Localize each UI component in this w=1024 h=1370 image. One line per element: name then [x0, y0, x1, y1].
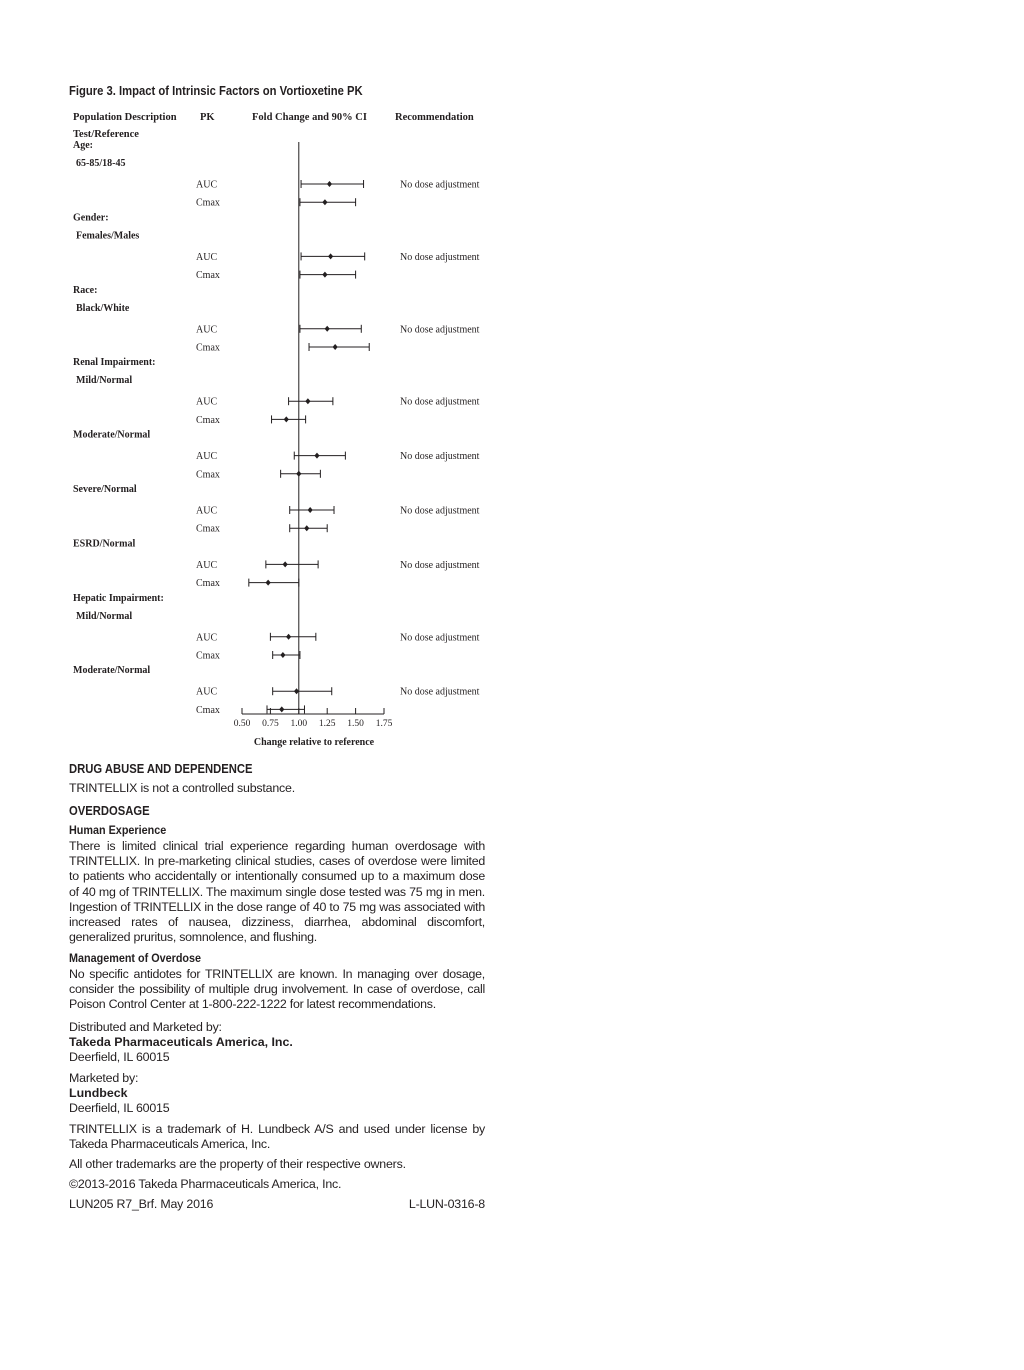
x-axis-label: Change relative to reference: [253, 737, 375, 748]
pk-label: Cmax: [196, 523, 220, 535]
point-estimate: [314, 453, 319, 459]
x-tick-label: 1.75: [375, 719, 393, 729]
point-estimate: [286, 634, 291, 640]
pk-label: Cmax: [196, 342, 220, 354]
marketer-company: Lundbeck: [69, 1086, 128, 1100]
pk-label: AUC: [196, 324, 218, 336]
recommendation-label: No dose adjustment: [400, 686, 480, 698]
overdosage-heading: OVERDOSAGE: [69, 804, 150, 818]
human-experience-heading: Human Experience: [69, 823, 167, 837]
human-experience-text: There is limited clinical trial experience regarding human overdosage with TRINTELLIX. In pre-marketing clinical studies, cases of overdose were limited to patients who accidentally or intentionally consumed up to a maximum dose of 40 mg of TRINTELLIX. The maximum single dose tested was 75 mg in men. Ingestion of TRINTELLIX in the dose range of 40 to 75 mg was associated with increased rates of nausea, dizziness, diarrhea, abdominal discomfort, generalized pruritus, somnolence, and flushing.: [69, 839, 485, 945]
group-subgroup-label: Moderate/Normal: [73, 665, 151, 677]
group-subgroup-label: 65-85/18-45: [76, 158, 126, 169]
pk-label: AUC: [196, 632, 218, 644]
point-estimate: [283, 561, 288, 567]
group-subgroup-label: ESRD/Normal: [73, 538, 136, 550]
point-estimate: [280, 652, 285, 658]
pk-label: Cmax: [196, 197, 220, 209]
footer-code-right: L-LUN-0316-8: [408, 1197, 485, 1211]
point-estimate: [322, 272, 327, 278]
pk-label: AUC: [196, 396, 218, 408]
recommendation-label: No dose adjustment: [400, 324, 480, 336]
copyright-text: ©2013-2016 Takeda Pharmaceuticals America, Inc.: [69, 1177, 342, 1191]
pk-label: Cmax: [196, 270, 220, 282]
group-subgroup-label: Black/White: [76, 302, 130, 314]
pk-label: Cmax: [196, 578, 220, 590]
drug-abuse-text: TRINTELLIX is not a controlled substance.: [69, 781, 295, 795]
pk-label: AUC: [196, 559, 218, 571]
recommendation-label: No dose adjustment: [400, 559, 480, 571]
marketed-by-label: Marketed by:: [69, 1071, 139, 1085]
x-tick-label: 1.25: [318, 719, 336, 729]
point-estimate: [284, 416, 289, 422]
drug-abuse-heading: DRUG ABUSE AND DEPENDENCE: [69, 762, 253, 776]
point-estimate: [325, 326, 330, 332]
figure-title: Figure 3. Impact of Intrinsic Factors on Vortioxetine PK: [69, 84, 363, 98]
other-trademarks-text: All other trademarks are the property of their respective owners.: [69, 1157, 406, 1171]
pk-label: AUC: [196, 251, 218, 263]
pk-label: Cmax: [196, 469, 220, 481]
point-estimate: [322, 199, 327, 205]
pk-label: AUC: [196, 451, 218, 463]
pk-label: AUC: [196, 686, 218, 698]
point-estimate: [279, 706, 284, 712]
management-heading: Management of Overdose: [69, 951, 202, 965]
group-subgroup-label: Females/Males: [76, 230, 140, 242]
header-population: Population Description: [73, 112, 177, 123]
pk-label: Cmax: [196, 414, 220, 426]
point-estimate: [304, 525, 309, 531]
point-estimate: [327, 181, 332, 187]
group-category-label: Renal Impairment:: [73, 357, 156, 369]
trademark-text: TRINTELLIX is a trademark of H. Lundbeck A/S and used under license by Takeda Pharmaceuticals America, Inc.: [69, 1122, 485, 1152]
x-tick-label: 0.75: [262, 719, 279, 729]
recommendation-label: No dose adjustment: [400, 505, 480, 517]
x-tick-label: 1.00: [290, 719, 308, 729]
x-tick-label: 0.50: [233, 719, 251, 729]
point-estimate: [296, 471, 301, 477]
group-subgroup-label: Moderate/Normal: [73, 429, 151, 441]
management-text: No specific antidotes for TRINTELLIX are known. In managing over dosage, consider the possibility of multiple drug involvement. In case of overdose, call Poison Control Center at 1-800-222-1222 for latest recommendations.: [69, 967, 485, 1012]
point-estimate: [328, 253, 333, 259]
distributor-location: Deerfield, IL 60015: [69, 1050, 170, 1064]
group-category-label: Age:: [73, 140, 93, 151]
recommendation-label: No dose adjustment: [400, 251, 480, 263]
pk-label: AUC: [196, 179, 218, 191]
group-category-label: Race:: [73, 284, 98, 296]
recommendation-label: No dose adjustment: [400, 179, 480, 191]
point-estimate: [308, 507, 313, 513]
group-subgroup-label: Mild/Normal: [76, 610, 133, 622]
point-estimate: [266, 580, 271, 586]
footer-code-left: LUN205 R7_Brf. May 2016: [69, 1197, 214, 1211]
group-category-label: Hepatic Impairment:: [73, 592, 164, 604]
footer-row: [69, 1197, 485, 1212]
group-subgroup-label: Mild/Normal: [76, 375, 133, 387]
marketer-location: Deerfield, IL 60015: [69, 1101, 170, 1115]
group-subgroup-label: Severe/Normal: [73, 484, 137, 495]
recommendation-label: No dose adjustment: [400, 451, 480, 463]
recommendation-label: No dose adjustment: [400, 632, 480, 644]
point-estimate: [333, 344, 338, 350]
point-estimate: [305, 398, 310, 404]
header-pk: PK: [200, 112, 215, 123]
group-category-label: Gender:: [73, 212, 109, 224]
pk-label: Cmax: [196, 650, 220, 662]
distributor-company: Takeda Pharmaceuticals America, Inc.: [69, 1035, 293, 1049]
header-recommendation: Recommendation: [395, 112, 474, 123]
pk-label: Cmax: [196, 704, 220, 716]
x-tick-label: 1.50: [347, 719, 364, 729]
distributed-by-label: Distributed and Marketed by:: [69, 1020, 222, 1034]
header-test-reference: Test/Reference: [73, 129, 139, 140]
header-fold-change: Fold Change and 90% CI: [252, 112, 367, 123]
recommendation-label: No dose adjustment: [400, 396, 480, 408]
pk-label: AUC: [196, 505, 218, 517]
